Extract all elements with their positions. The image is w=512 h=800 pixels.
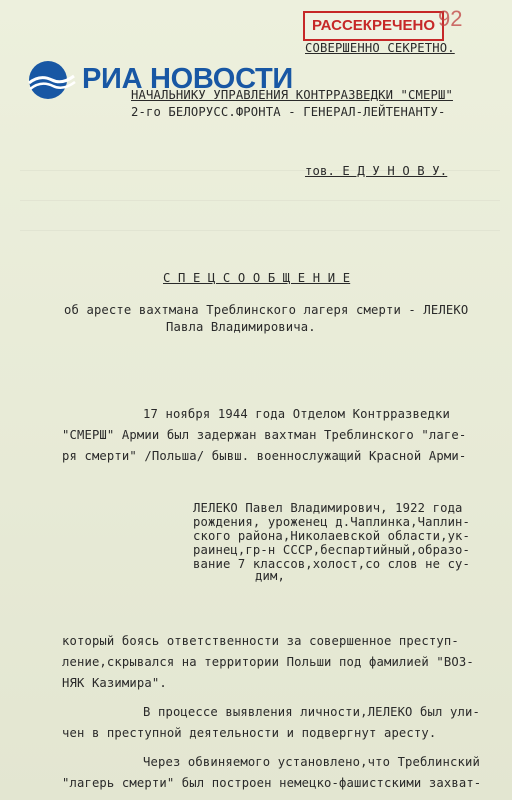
- paragraph-4-line-1: Через обвиняемого установлено,что Треблинский: [143, 755, 480, 769]
- insert-line-5: вание 7 классов,холост,со слов не су-: [193, 557, 471, 571]
- subtitle-line-2: Павла Владимировича.: [166, 320, 316, 334]
- page-number: 92: [438, 6, 463, 31]
- paragraph-1-line-3: ря смерти" /Польша/ бывш. военнослужащий Красной Арми-: [62, 449, 467, 463]
- bleed-through-line: [20, 230, 500, 231]
- document-heading: С П Е Ц С О О Б Щ Е Н И Е: [163, 271, 351, 285]
- paragraph-1-line-2: "СМЕРШ" Армии был задержан вахтман Треблинского "лаге-: [62, 428, 467, 442]
- ria-logo-icon: [26, 60, 78, 100]
- paragraph-3-line-2: чен в преступной деятельности и подвергнут аресту.: [62, 726, 437, 740]
- classification-label: СОВЕРШЕННО СЕКРЕТНО.: [305, 41, 455, 55]
- insert-line-2: рождения, уроженец д.Чаплинка,Чаплин-: [193, 515, 471, 529]
- paragraph-1-line-1: 17 ноября 1944 года Отделом Контрразведки: [143, 407, 450, 421]
- insert-line-6: дим,: [255, 569, 285, 583]
- paragraph-2-line-1: который боясь ответственности за совершенное преступ-: [62, 634, 459, 648]
- addressee-name: тов. Е Д У Н О В У.: [305, 164, 448, 178]
- insert-line-1: ЛЕЛЕКО Павел Владимирович, 1922 года: [193, 501, 463, 515]
- insert-line-3: ского района,Николаевской области,ук-: [193, 529, 471, 543]
- insert-line-4: раинец,гр-н СССР,беспартийный,образо-: [193, 543, 471, 557]
- addressee-line-2: 2-го БЕЛОРУСС.ФРОНТА - ГЕНЕРАЛ-ЛЕЙТЕНАНТУ-: [131, 105, 446, 119]
- paragraph-2-line-3: НЯК Казимира".: [62, 676, 167, 690]
- bleed-through-line: [20, 200, 500, 201]
- paragraph-4-line-2: "лагерь смерти" был построен немецко-фашистскими захват-: [62, 776, 482, 790]
- paragraph-3-line-1: В процессе выявления личности,ЛЕЛЕКО был ули-: [143, 705, 480, 719]
- ria-novosti-wordmark: РИА НОВОСТИ: [82, 63, 293, 95]
- subtitle-line-1: об аресте вахтмана Треблинского лагеря смерти - ЛЕЛЕКО: [64, 303, 469, 317]
- paragraph-2-line-2: ление,скрывался на территории Польши под фамилией "ВОЗ-: [62, 655, 474, 669]
- declassified-stamp: РАССЕКРЕЧЕНО: [303, 11, 444, 41]
- addressee-line-1: НАЧАЛЬНИКУ УПРАВЛЕНИЯ КОНТРРАЗВЕДКИ "СМЕРШ": [131, 88, 453, 102]
